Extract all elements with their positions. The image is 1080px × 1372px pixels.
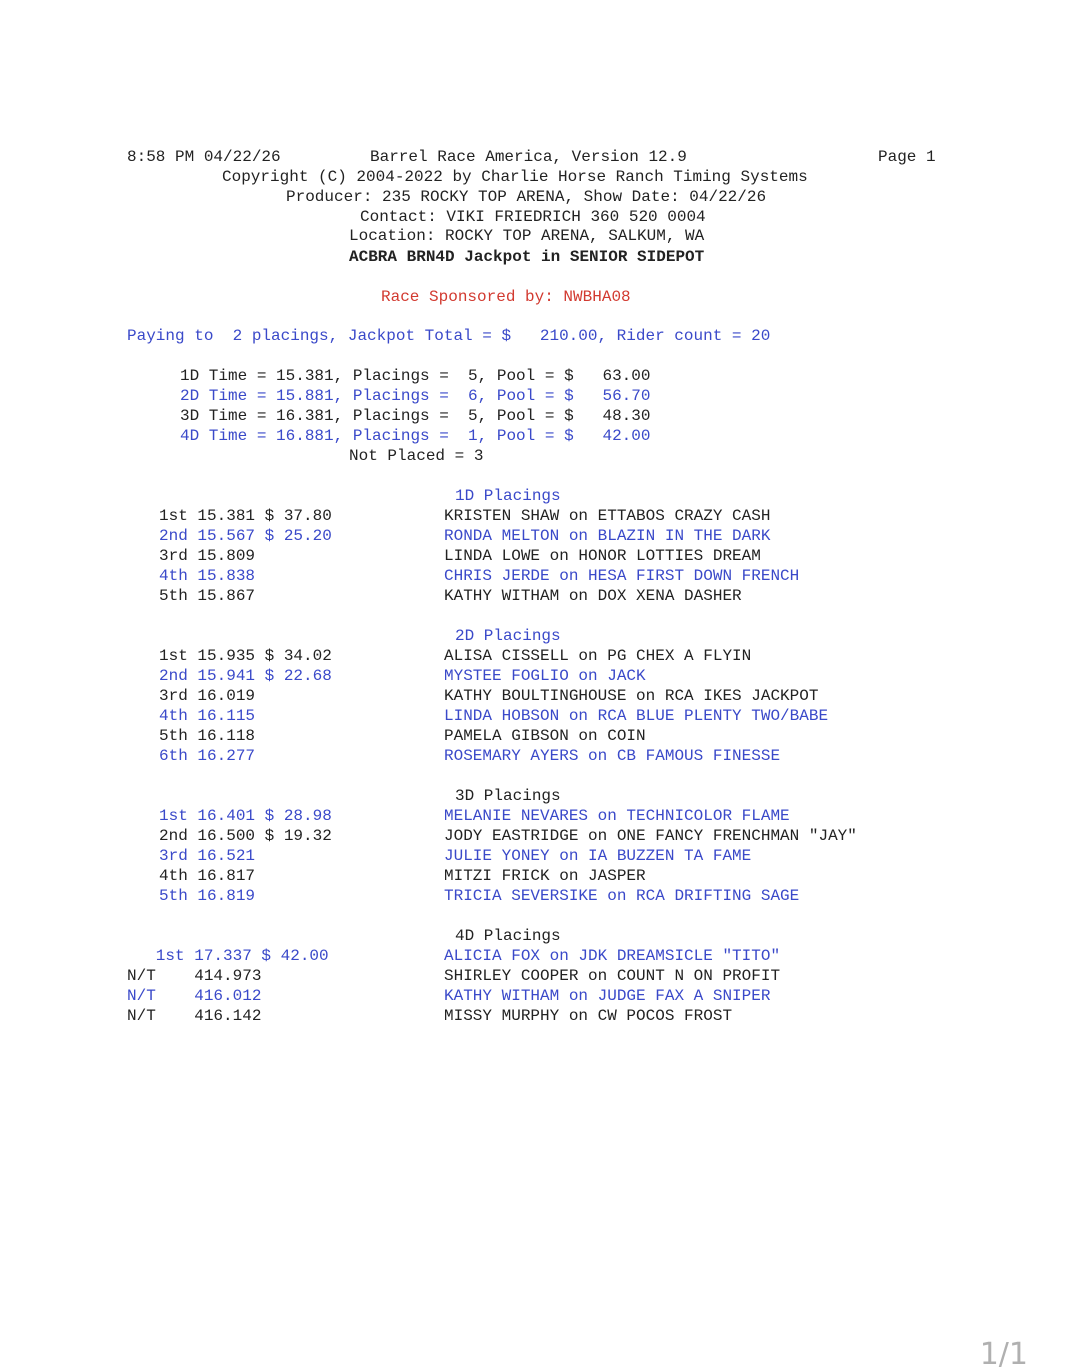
placing-result: 1st 15.935 $ 34.02 xyxy=(159,647,332,665)
placing-result: 2nd 15.567 $ 25.20 xyxy=(159,527,332,545)
placing-rider: SHIRLEY COOPER on COUNT N ON PROFIT xyxy=(444,967,781,985)
placing-rider: RONDA MELTON on BLAZIN IN THE DARK xyxy=(444,527,771,545)
placing-result: 2nd 16.500 $ 19.32 xyxy=(159,827,332,845)
placing-result: 5th 15.867 xyxy=(159,587,256,605)
section-title-4d: 4D Placings xyxy=(455,927,561,945)
placing-rider: ROSEMARY AYERS on CB FAMOUS FINESSE xyxy=(444,747,781,765)
placing-rider: LINDA HOBSON on RCA BLUE PLENTY TWO/BABE xyxy=(444,707,829,725)
division-4d-summary: 4D Time = 16.881, Placings = 1, Pool = $ 42.00 xyxy=(180,427,651,445)
section-title-3d: 3D Placings xyxy=(455,787,561,805)
placing-result: 1st 17.337 $ 42.00 xyxy=(127,947,329,965)
placing-rider: ALISA CISSELL on PG CHEX A FLYIN xyxy=(444,647,752,665)
placing-rider: KATHY WITHAM on DOX XENA DASHER xyxy=(444,587,742,605)
placing-result: N/T 414.973 xyxy=(127,967,262,985)
placing-rider: MITZI FRICK on JASPER xyxy=(444,867,646,885)
section-title-2d: 2D Placings xyxy=(455,627,561,645)
division-2d-summary: 2D Time = 15.881, Placings = 6, Pool = $ 56.70 xyxy=(180,387,651,405)
placing-rider: PAMELA GIBSON on COIN xyxy=(444,727,646,745)
report-timestamp: 8:58 PM 04/22/26 xyxy=(127,148,281,166)
placing-rider: MISSY MURPHY on CW POCOS FROST xyxy=(444,1007,733,1025)
not-placed-count: Not Placed = 3 xyxy=(349,447,484,465)
page-counter: 1/1 xyxy=(979,1337,1028,1372)
placing-result: 3rd 15.809 xyxy=(159,547,256,565)
location-line: Location: ROCKY TOP ARENA, SALKUM, WA xyxy=(349,227,705,245)
placing-rider: KATHY BOULTINGHOUSE on RCA IKES JACKPOT xyxy=(444,687,819,705)
placing-rider: MELANIE NEVARES on TECHNICOLOR FLAME xyxy=(444,807,790,825)
placing-result: 6th 16.277 xyxy=(159,747,256,765)
placing-result: N/T 416.142 xyxy=(127,1007,262,1025)
program-version: Barrel Race America, Version 12.9 xyxy=(370,148,687,166)
section-title-1d: 1D Placings xyxy=(455,487,561,505)
placing-rider: CHRIS JERDE on HESA FIRST DOWN FRENCH xyxy=(444,567,800,585)
placing-result: N/T 416.012 xyxy=(127,987,262,1005)
placing-result: 3rd 16.019 xyxy=(159,687,256,705)
contact-line: Contact: VIKI FRIEDRICH 360 520 0004 xyxy=(360,208,706,226)
placing-rider: JODY EASTRIDGE on ONE FANCY FRENCHMAN "JAY" xyxy=(444,827,857,845)
event-title: ACBRA BRN4D Jackpot in SENIOR SIDEPOT xyxy=(349,248,705,266)
placing-rider: KRISTEN SHAW on ETTABOS CRAZY CASH xyxy=(444,507,771,525)
placing-result: 2nd 15.941 $ 22.68 xyxy=(159,667,332,685)
sponsor-line: Race Sponsored by: NWBHA08 xyxy=(381,288,631,306)
division-3d-summary: 3D Time = 16.381, Placings = 5, Pool = $ 48.30 xyxy=(180,407,651,425)
page-number: Page 1 xyxy=(878,148,936,166)
placing-result: 4th 15.838 xyxy=(159,567,256,585)
placing-rider: TRICIA SEVERSIKE on RCA DRIFTING SAGE xyxy=(444,887,800,905)
placing-result: 4th 16.115 xyxy=(159,707,256,725)
placing-rider: JULIE YONEY on IA BUZZEN TA FAME xyxy=(444,847,752,865)
producer-line: Producer: 235 ROCKY TOP ARENA, Show Date: 04/22/26 xyxy=(286,188,767,206)
placing-result: 1st 15.381 $ 37.80 xyxy=(159,507,332,525)
jackpot-summary: Paying to 2 placings, Jackpot Total = $ 210.00, Rider count = 20 xyxy=(127,327,771,345)
division-1d-summary: 1D Time = 15.381, Placings = 5, Pool = $ 63.00 xyxy=(180,367,651,385)
copyright-line: Copyright (C) 2004-2022 by Charlie Horse Ranch Timing Systems xyxy=(222,168,808,186)
placing-result: 5th 16.819 xyxy=(159,887,256,905)
placing-result: 3rd 16.521 xyxy=(159,847,256,865)
placing-rider: MYSTEE FOGLIO on JACK xyxy=(444,667,646,685)
placing-rider: ALICIA FOX on JDK DREAMSICLE "TITO" xyxy=(444,947,781,965)
placing-result: 4th 16.817 xyxy=(159,867,256,885)
placing-rider: LINDA LOWE on HONOR LOTTIES DREAM xyxy=(444,547,761,565)
placing-result: 5th 16.118 xyxy=(159,727,256,745)
placing-result: 1st 16.401 $ 28.98 xyxy=(159,807,332,825)
placing-rider: KATHY WITHAM on JUDGE FAX A SNIPER xyxy=(444,987,771,1005)
